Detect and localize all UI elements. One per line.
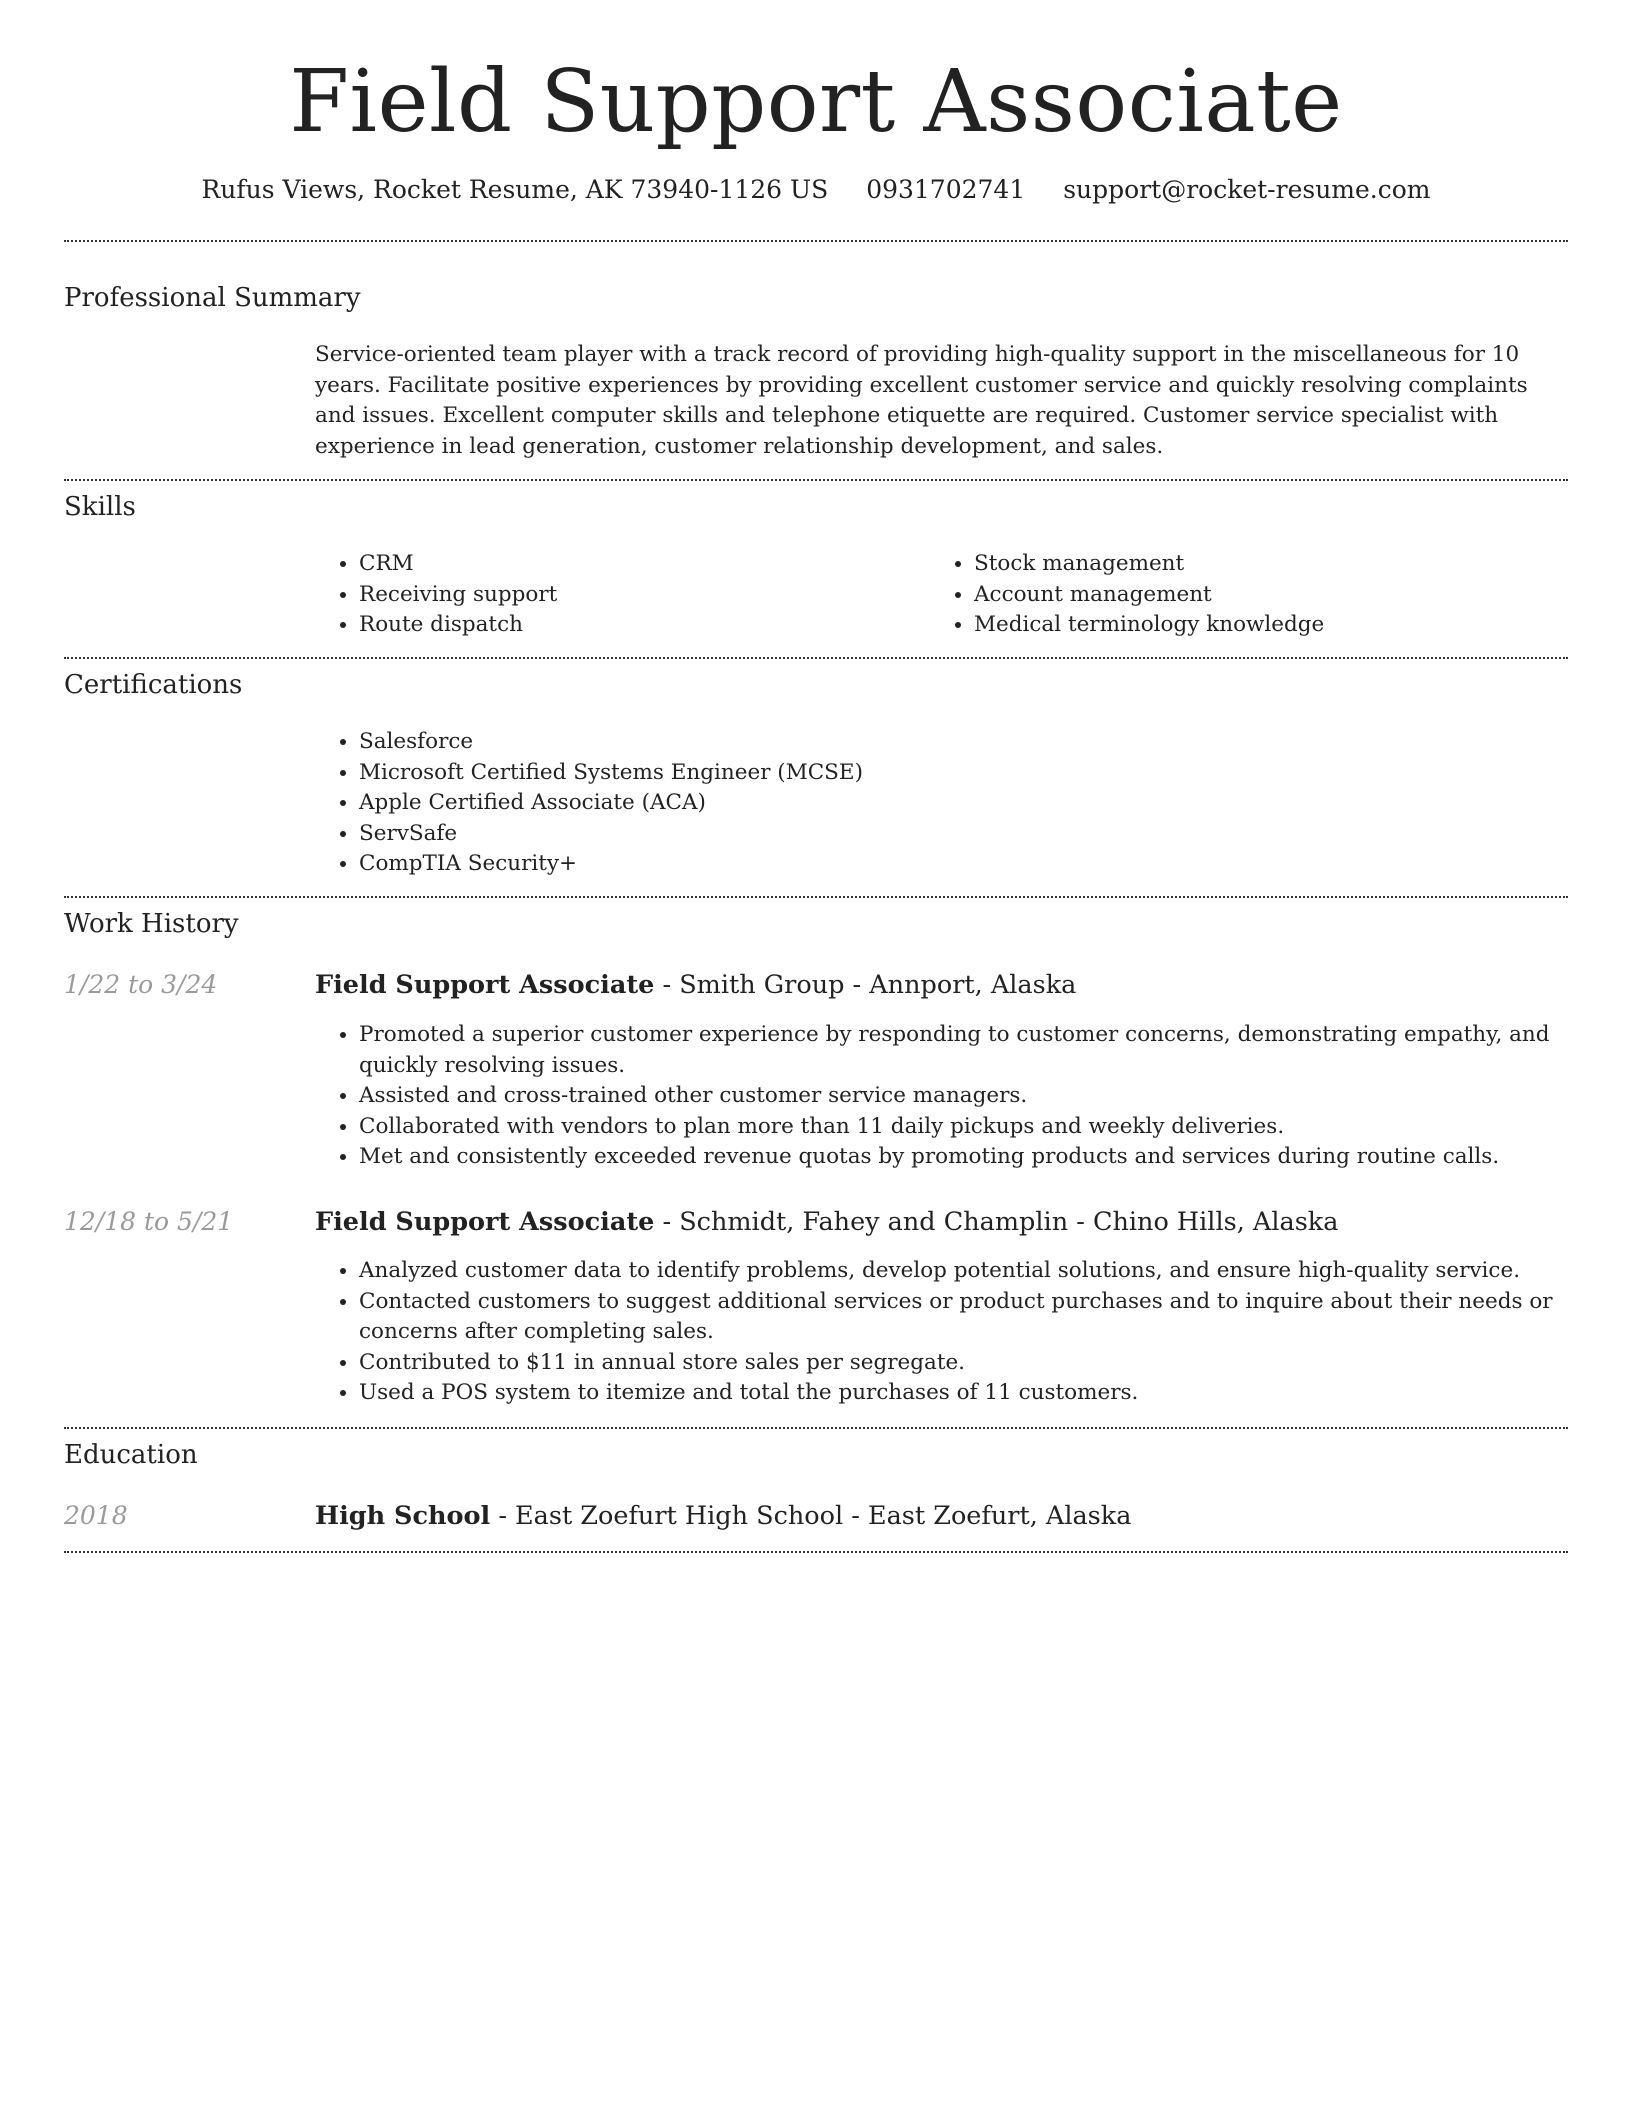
list-item: • Medical terminology knowledge — [974, 610, 1530, 641]
candidate-name: Field Support Associate — [289, 52, 1343, 152]
work-history-heading: Work History — [64, 909, 239, 939]
job-details: - Smith Group - Annport, Alaska — [654, 970, 1077, 1000]
list-item: • CRM — [359, 549, 915, 580]
job-role: Field Support Associate — [315, 1207, 655, 1237]
list-item: • Receiving support — [359, 580, 915, 611]
list-item: • Route dispatch — [359, 610, 915, 641]
contact-info — [0, 172, 1632, 208]
contact-phone: 0931702741 — [866, 175, 1026, 204]
job-dates: 1/22 to 3/24 — [64, 970, 218, 999]
section-divider — [64, 240, 1568, 242]
list-item: • CompTIA Security+ — [359, 849, 1568, 880]
section-divider — [64, 657, 1568, 659]
job-title — [315, 1205, 1338, 1239]
list-item: • Contacted customers to suggest additional services or product purchases and to inquire about their needs or concerns after completing sales. — [359, 1287, 1568, 1348]
job-bullets — [315, 1020, 1568, 1173]
education-heading: Education — [64, 1440, 198, 1470]
section-divider — [64, 1427, 1568, 1429]
job-role: Field Support Associate — [315, 970, 655, 1000]
job-dates: 12/18 to 5/21 — [64, 1207, 234, 1236]
education-year: 2018 — [64, 1501, 128, 1530]
list-item: • ServSafe — [359, 819, 1568, 850]
list-item: • Salesforce — [359, 727, 1568, 758]
education-title — [315, 1499, 1131, 1533]
list-item: • Used a POS system to itemize and total the purchases of 11 customers. — [359, 1378, 1568, 1409]
list-item: • Met and consistently exceeded revenue quotas by promoting products and services during routine calls. — [359, 1142, 1568, 1173]
list-item: • Promoted a superior customer experience by responding to customer concerns, demonstrating empathy, and quickly resolving issues. — [359, 1020, 1568, 1081]
education-degree: High School — [315, 1501, 491, 1531]
list-item: • Assisted and cross-trained other customer service managers. — [359, 1081, 1568, 1112]
list-item: • Stock management — [974, 549, 1530, 580]
list-item: • Contributed to $11 in annual store sales per segregate. — [359, 1348, 1568, 1379]
job-bullets — [315, 1256, 1568, 1409]
section-divider — [64, 896, 1568, 898]
section-divider — [64, 479, 1568, 481]
certifications-list — [315, 727, 1568, 880]
list-item: • Collaborated with vendors to plan more than 11 daily pickups and weekly deliveries. — [359, 1112, 1568, 1143]
skills-heading: Skills — [64, 492, 136, 522]
list-item: • Apple Certified Associate (ACA) — [359, 788, 1568, 819]
job-details: - Schmidt, Fahey and Champlin - Chino Hills, Alaska — [654, 1207, 1339, 1237]
certifications-heading: Certifications — [64, 670, 243, 700]
education-details: - East Zoefurt High School - East Zoefurt, Alaska — [490, 1501, 1132, 1531]
job-title — [315, 968, 1076, 1002]
summary-heading: Professional Summary — [64, 283, 361, 313]
list-item: • Analyzed customer data to identify problems, develop potential solutions, and ensure high-quality service. — [359, 1256, 1568, 1287]
list-item: • Microsoft Certified Systems Engineer (MCSE) — [359, 758, 1568, 789]
summary-section — [315, 340, 1568, 462]
skills-right-column — [930, 549, 1530, 641]
list-item: • Account management — [974, 580, 1530, 611]
contact-email: support@rocket-resume.com — [1063, 175, 1431, 204]
contact-address: Rufus Views, Rocket Resume, AK 73940-1126 US — [201, 175, 829, 204]
section-divider — [64, 1551, 1568, 1553]
summary-text: Service-oriented team player with a track record of providing high-quality support in the miscellaneous for 10 years. Facilitate positive experiences by providing excellent customer service and quickly resolving complaints and issues. Excellent computer skills and telephone etiquette are required. Customer service specialist with experience in lead generation, customer relationship development, and sales. — [315, 342, 1528, 459]
skills-left-column — [315, 549, 915, 641]
